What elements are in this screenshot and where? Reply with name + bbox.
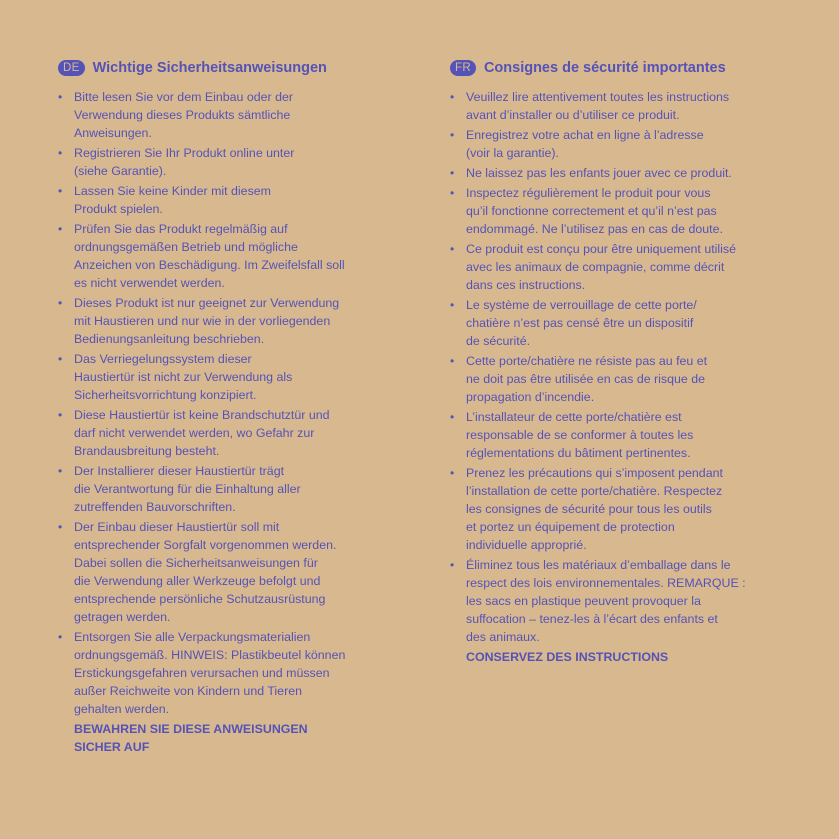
bullet-icon: •	[58, 146, 63, 160]
list-item: • L’installateur de cette porte/chatière est responsable de se conformer à toutes les réglementations du bâtiment pertinentes.	[450, 410, 694, 460]
german-keep-instructions: BEWAHREN SIE DIESE ANWEISUNGEN SICHER AUF	[74, 722, 308, 754]
bullet-icon: •	[58, 222, 63, 236]
bullet-icon: •	[450, 242, 455, 256]
list-item: • Lassen Sie keine Kinder mit diesem Produkt spielen.	[58, 184, 271, 216]
bullet-icon: •	[450, 466, 455, 480]
bullet-icon: •	[450, 90, 455, 104]
bullet-icon: •	[450, 166, 455, 180]
list-item: • Cette porte/chatière ne résiste pas au feu et ne doit pas être utilisée en cas de risque de propagation d’incendie.	[450, 354, 708, 404]
bullet-icon: •	[58, 408, 63, 422]
list-item: • Der Installierer dieser Haustiertür trägt die Verantwortung für die Einhaltung aller zutreffenden Bauvorschriften.	[58, 464, 301, 514]
german-title: Wichtige Sicherheitsanweisungen	[92, 60, 327, 76]
german-header	[58, 57, 390, 79]
list-item: • Ce produit est conçu pour être uniquement utilisé avec les animaux de compagnie, comme décrit dans ces instructions.	[450, 242, 736, 292]
bullet-icon: •	[450, 410, 455, 424]
bullet-icon: •	[450, 558, 455, 572]
bullet-icon: •	[58, 90, 63, 104]
bullet-icon: •	[58, 464, 63, 478]
bullet-icon: •	[450, 186, 455, 200]
bullet-icon: •	[450, 354, 455, 368]
list-item: • Prüfen Sie das Produkt regelmäßig auf ordnungsgemäßen Betrieb und mögliche Anzeichen von Beschädigung. Im Zweifelsfall soll es nicht verwendet werden.	[58, 222, 345, 290]
list-item: • Bitte lesen Sie vor dem Einbau oder der Verwendung dieses Produkts sämtliche Anweisungen.	[58, 90, 294, 140]
list-item: • Ne laissez pas les enfants jouer avec ce produit.	[450, 166, 732, 180]
list-item: • Éliminez tous les matériaux d’emballage dans le respect des lois environnementales. REMARQUE : les sacs en plastique peuvent provoquer la suffocation – tenez-les à l’écart des enfants et des animaux.	[450, 558, 746, 644]
language-badge-de: DE	[58, 60, 85, 76]
bullet-icon: •	[58, 184, 63, 198]
list-item: • Dieses Produkt ist nur geeignet zur Verwendung mit Haustieren und nur wie in der vorliegenden Bedienungsanleitung beschrieben.	[58, 296, 340, 346]
list-item: • Registrieren Sie Ihr Produkt online unter (siehe Garantie).	[58, 146, 295, 178]
french-section	[450, 57, 786, 666]
bullet-icon: •	[58, 630, 63, 644]
list-item: • Diese Haustiertür ist keine Brandschutztür und darf nicht verwendet werden, wo Gefahr zur Brandausbreitung besteht.	[58, 408, 330, 458]
french-instruction-list	[450, 88, 786, 646]
bullet-icon: •	[58, 352, 63, 366]
bullet-icon: •	[450, 298, 455, 312]
french-header	[450, 57, 786, 79]
list-item: • Entsorgen Sie alle Verpackungsmaterialien ordnungsgemäß. HINWEIS: Plastikbeutel können Erstickungsgefahren verursachen und müssen außer Reichweite von Kindern und Tieren gehalten werden.	[58, 630, 346, 716]
french-keep-instructions: CONSERVEZ DES INSTRUCTIONS	[466, 650, 669, 664]
language-badge-fr: FR	[450, 60, 476, 76]
german-section	[58, 57, 390, 756]
german-instruction-list	[58, 88, 390, 718]
bullet-icon: •	[450, 128, 455, 142]
list-item: • Der Einbau dieser Haustiertür soll mit entsprechender Sorgfalt vorgenommen werden. Dabei sollen die Sicherheitsanweisungen für die Verwendung aller Werkzeuge befolgt und entsprechende persönliche Schutzausrüstung getragen werden.	[58, 520, 337, 624]
bullet-icon: •	[58, 520, 63, 534]
list-item: • Veuillez lire attentivement toutes les instructions avant d’installer ou d’utiliser ce produit.	[450, 90, 730, 122]
bullet-icon: •	[58, 296, 63, 310]
list-item: • Enregistrez votre achat en ligne à l’adresse (voir la garantie).	[450, 128, 704, 160]
list-item: • Le système de verrouillage de cette porte/ chatière n’est pas censé être un dispositif de sécurité.	[450, 298, 697, 348]
list-item: • Das Verriegelungssystem dieser Haustiertür ist nicht zur Verwendung als Sicherheitsvorrichtung konzipiert.	[58, 352, 293, 402]
list-item: • Inspectez régulièrement le produit pour vous qu’il fonctionne correctement et qu’il n’est pas endommagé. Ne l’utilisez pas en cas de doute.	[450, 186, 723, 236]
french-title: Consignes de sécurité importantes	[483, 60, 726, 76]
list-item: • Prenez les précautions qui s’imposent pendant l’installation de cette porte/chatière. Respectez les consignes de sécurité pour tous les outils et portez un équipement de protection individuelle approprié.	[450, 466, 723, 552]
